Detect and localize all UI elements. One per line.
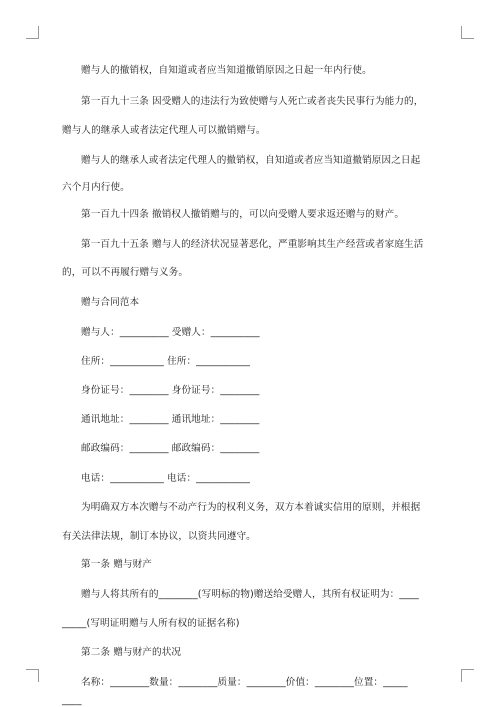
text-line-7: 第一百九十五条 赠与人的经济状况显著恶化，严重影响其生产经营或者家庭生活 (81, 239, 424, 250)
article-2-line-2: ____ (62, 695, 82, 706)
article-1-line-1: 赠与人将其所有的________(写明标的物)赠送给受赠人，其所有权证明为：____ (81, 589, 419, 600)
text-line-1: 赠与人的撤销权，自知道或者应当知道撤销原因之日起一年内行使。 (81, 65, 372, 76)
crop-mark-bottom-left (26, 669, 39, 682)
crop-mark-top-right (461, 26, 474, 39)
article-2-line-1: 名称：________数量：________质量：________价值：________位置：_____ (81, 677, 408, 688)
field-line-donor: 赠与人：__________ 受赠人：__________ (81, 327, 260, 338)
crop-mark-bottom-right (461, 669, 474, 682)
text-line-2: 第一百九十三条 因受赠人的违法行为致使赠与人死亡或者丧失民事行为能力的， (81, 96, 424, 107)
field-line-id: 身份证号：________ 身份证号：________ (81, 385, 260, 396)
text-line-8: 的，可以不再履行赠与义务。 (62, 267, 189, 278)
field-line-mail-address: 通讯地址：________ 通讯地址：________ (81, 414, 260, 425)
article-2-title: 第二条 赠与财产的状况 (81, 647, 182, 658)
text-line-intro-2: 有关法律法规，制订本协议，以资共同遵守。 (62, 531, 256, 542)
article-1-line-2: _____(写明证明赠与人所有权的证据名称) (62, 618, 240, 629)
section-title: 赠与合同范本 (81, 297, 140, 308)
article-1-title: 第一条 赠与财产 (81, 559, 153, 570)
field-line-address: 住所：___________ 住所：___________ (81, 356, 251, 367)
crop-mark-top-left (26, 26, 39, 39)
field-line-postcode: 邮政编码：________ 邮政编码：________ (81, 443, 260, 454)
text-line-intro-1: 为明确双方本次赠与不动产行为的权利义务，双方本着诚实信用的原则，并根据 (81, 502, 421, 513)
text-line-4: 赠与人的继承人或者法定代理人的撤销权，自知道或者应当知道撤销原因之日起 (81, 155, 421, 166)
text-line-5: 六个月内行使。 (62, 182, 130, 193)
text-line-3: 赠与人的继承人或者法定代理人可以撤销赠与。 (62, 125, 266, 136)
field-line-phone: 电话：___________ 电话：___________ (81, 473, 251, 484)
text-line-6: 第一百九十四条 撤销权人撤销赠与的，可以向受赠人要求返还赠与的财产。 (81, 209, 405, 220)
